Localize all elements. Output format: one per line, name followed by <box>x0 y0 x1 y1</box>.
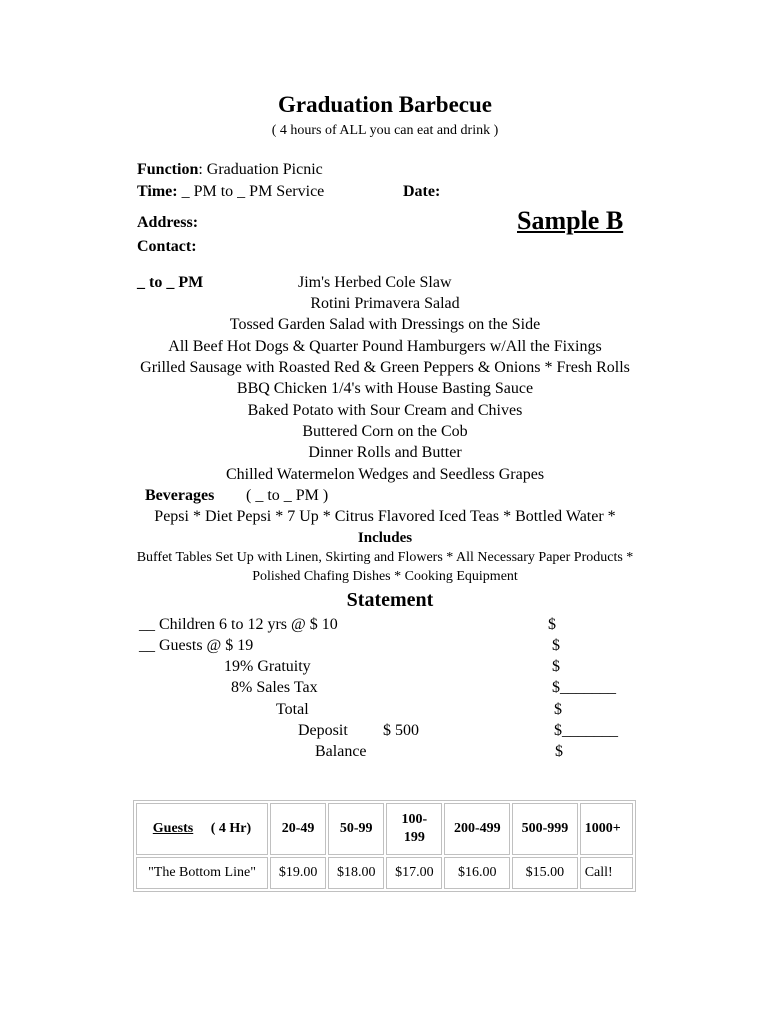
statement-children: __ Children 6 to 12 yrs @ $ 10 <box>139 616 338 633</box>
amount-field: $_______ <box>552 679 616 696</box>
guests-label: Guests <box>152 821 194 836</box>
address-label: Address: <box>137 214 199 231</box>
date-label: Date: <box>403 183 441 200</box>
statement-deposit-label: Deposit <box>298 722 348 739</box>
time-line <box>137 183 324 201</box>
price-cell: Call! <box>580 857 633 889</box>
statement-tax: 8% Sales Tax <box>231 679 318 696</box>
hours-label: ( 4 Hr) <box>210 821 252 836</box>
amount-field: $ <box>554 701 562 718</box>
statement-total: Total <box>276 701 309 718</box>
guests-header-cell <box>136 803 268 855</box>
price-cell: $17.00 <box>386 857 442 889</box>
page-title: Graduation Barbecue <box>277 92 493 117</box>
row-label: "The Bottom Line" <box>136 857 268 889</box>
tier-cell: 500-999 <box>512 803 578 855</box>
menu-item: Dinner Rolls and Butter <box>308 444 462 461</box>
contact-label: Contact: <box>137 238 197 255</box>
menu-item: All Beef Hot Dogs & Quarter Pound Hamburgers w/All the Fixings <box>168 338 602 355</box>
menu-item: Rotini Primavera Salad <box>310 295 460 312</box>
table-header-row <box>136 803 633 855</box>
statement-balance: Balance <box>315 743 367 760</box>
function-line <box>137 161 323 179</box>
includes-label: Includes <box>357 530 413 546</box>
beverages-time: ( _ to _ PM ) <box>246 487 329 504</box>
table-row <box>136 857 633 889</box>
beverages-list: Pepsi * Diet Pepsi * 7 Up * Citrus Flavored Iced Teas * Bottled Water * <box>154 508 616 525</box>
menu-item: Jim's Herbed Cole Slaw <box>298 274 452 291</box>
amount-field: $ <box>552 658 560 675</box>
beverages-label: Beverages <box>145 487 215 504</box>
time-label: Time: <box>137 183 178 200</box>
statement-title: Statement <box>346 589 434 611</box>
amount-field: $ <box>552 637 560 654</box>
statement-gratuity: 19% Gratuity <box>224 658 311 675</box>
amount-field: $ <box>555 743 563 760</box>
tier-cell: 20-49 <box>270 803 326 855</box>
pricing-table <box>133 800 636 892</box>
statement-guests: __ Guests @ $ 19 <box>139 637 254 654</box>
price-cell: $18.00 <box>328 857 384 889</box>
tier-cell: 200-499 <box>444 803 510 855</box>
price-cell: $15.00 <box>512 857 578 889</box>
menu-item: Baked Potato with Sour Cream and Chives <box>247 402 523 419</box>
tier-cell: 100- 199 <box>386 803 442 855</box>
page-subtitle: ( 4 hours of ALL you can eat and drink ) <box>271 123 499 138</box>
tier-cell: 50-99 <box>328 803 384 855</box>
amount-field: $ <box>548 616 556 633</box>
tier-cell: 1000+ <box>580 803 633 855</box>
amount-field: $_______ <box>554 722 618 739</box>
sample-label: Sample B <box>517 206 624 235</box>
price-cell: $16.00 <box>444 857 510 889</box>
menu-time-label: _ to _ PM <box>137 274 204 291</box>
menu-item: BBQ Chicken 1/4's with House Basting Sauce <box>236 380 534 397</box>
time-value: _ PM to _ PM Service <box>177 183 325 200</box>
includes-line: Buffet Tables Set Up with Linen, Skirting and Flowers * All Necessary Paper Products * <box>136 550 634 565</box>
menu-item: Tossed Garden Salad with Dressings on the Side <box>229 316 541 333</box>
function-value: : Graduation Picnic <box>198 161 323 178</box>
includes-line: Polished Chafing Dishes * Cooking Equipment <box>252 569 518 584</box>
menu-item: Grilled Sausage with Roasted Red & Green Peppers & Onions * Fresh Rolls <box>140 359 630 376</box>
function-label: Function <box>137 161 199 178</box>
menu-item: Chilled Watermelon Wedges and Seedless Grapes <box>225 466 545 483</box>
menu-item: Buttered Corn on the Cob <box>302 423 468 440</box>
price-cell: $19.00 <box>270 857 326 889</box>
statement-deposit-value: $ 500 <box>383 722 419 739</box>
